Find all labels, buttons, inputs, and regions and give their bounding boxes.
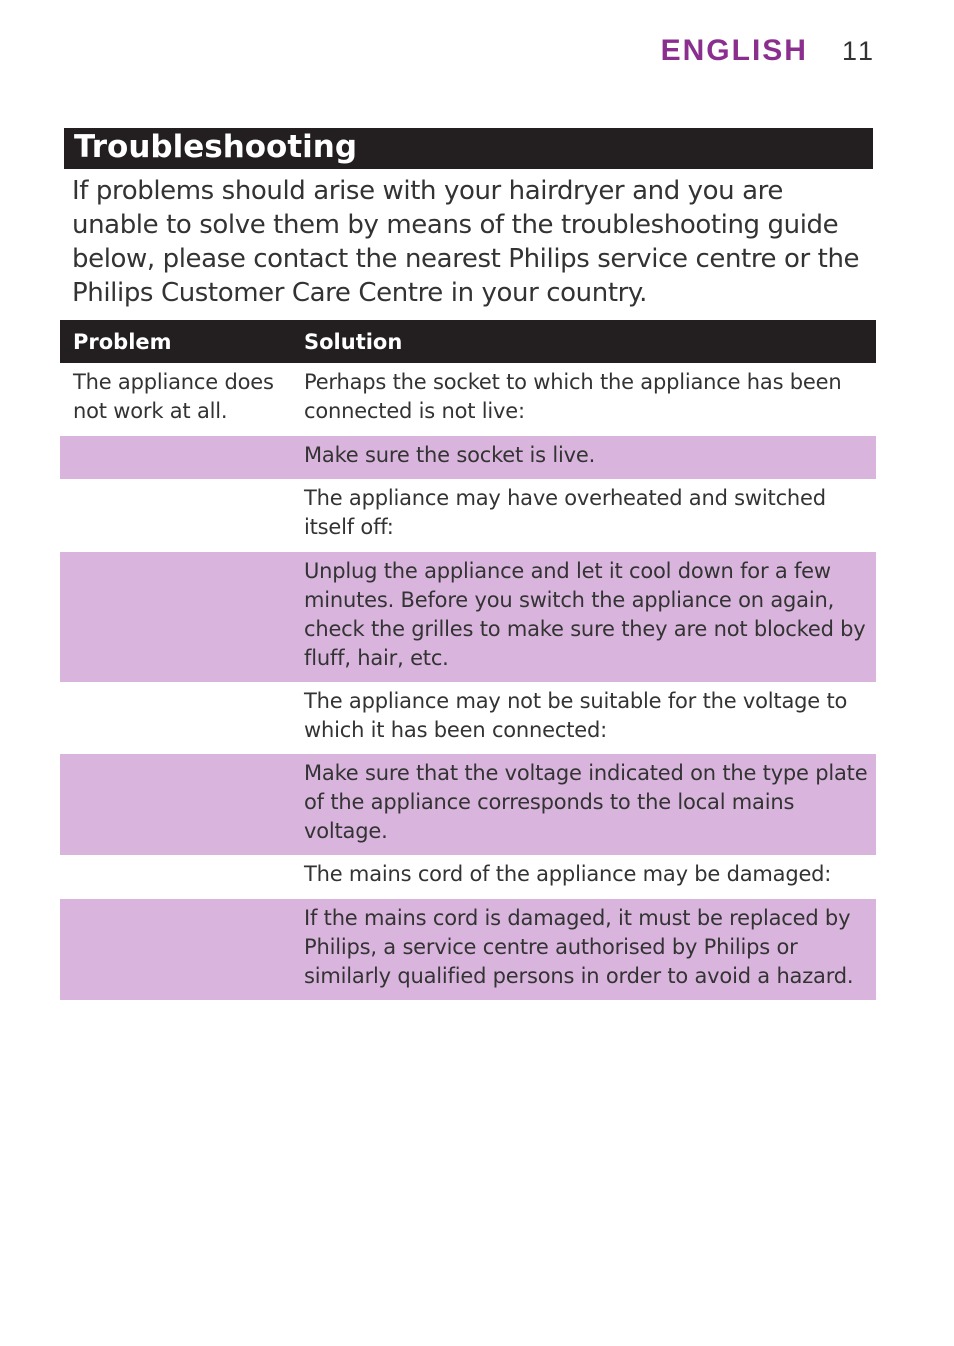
problem-cell [60,904,304,1000]
table-row [60,754,876,855]
solution-cell: If the mains cord is damaged, it must be replaced by Philips, a service centre authorised by Philips or similarly qualified persons in order to avoid a hazard. [304,906,854,988]
troubleshooting-table [60,320,876,1000]
solution-cell: Make sure that the voltage indicated on the type plate of the appliance corresponds to the local mains voltage. [304,761,868,843]
section-title: Troubleshooting [74,129,358,165]
language-label: ENGLISH [660,34,808,67]
page-number: 11 [841,36,876,66]
table-row [60,479,876,552]
problem-cell [60,441,304,479]
solution-cell: The appliance may not be suitable for the voltage to which it has been connected: [304,689,848,742]
table-row [60,682,876,754]
solution-cell: Unplug the appliance and let it cool down for a few minutes. Before you switch the appliance on again, check the grilles to make sure they are not blocked by fluff, hair, etc. [304,559,866,670]
column-header-problem: Problem [73,329,172,354]
solution-cell: Perhaps the socket to which the appliance has been connected is not live: [304,370,842,423]
intro-paragraph: If problems should arise with your hairdryer and you are unable to solve them by means of the troubleshooting guide below, please contact the nearest Philips service centre or the Philips Customer Care Centre in your country. [72,176,860,308]
problem-cell [60,759,304,855]
table-header-row [60,320,876,363]
problem-cell [60,687,304,754]
problem-cell: The appliance does not work at all. [73,370,274,423]
table-row [60,363,876,436]
table-row [60,899,876,1000]
problem-cell [60,860,304,899]
solution-cell: The mains cord of the appliance may be damaged: [304,862,832,886]
section-title-bar [64,128,873,169]
solution-cell: Make sure the socket is live. [304,443,596,467]
table-row [60,552,876,682]
page-header [661,34,876,68]
problem-cell [60,484,304,552]
column-header-solution: Solution [304,329,403,354]
table-row [60,436,876,479]
table-row [60,855,876,899]
solution-cell: The appliance may have overheated and switched itself off: [304,486,826,539]
problem-cell [60,557,304,682]
